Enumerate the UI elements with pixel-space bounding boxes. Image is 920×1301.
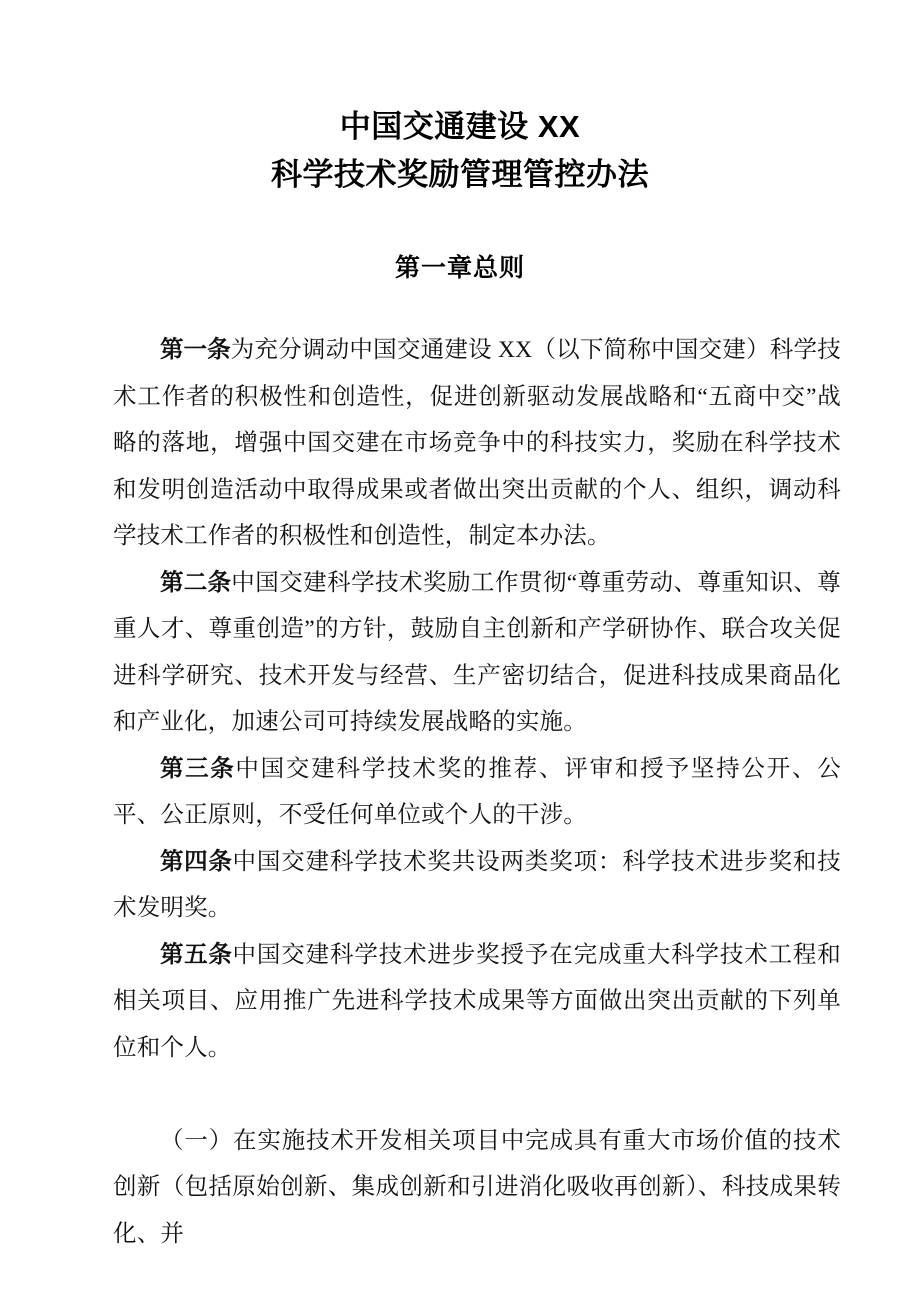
- article-text-1: 为充分调动中国交通建设 XX（以下简称中国交建）科学技术工作者的积极性和创造性，促进创新驱动发展战略和“五商中交”战略的落地，增强中国交建在市场竞争中的科技实力，奖励在科学技术和发明创造活动中取得成果或者做出突出贡献的个人、组织，调动科学技术工作者的积极性和创造性，制定本办法。: [113, 337, 842, 549]
- chapter-heading: 第一章总则: [394, 255, 525, 282]
- article-text-4: 中国交建科学技术奖共设两类奖项：科学技术进步奖和技术发明奖。: [113, 848, 841, 921]
- document-body: [113, 327, 841, 1257]
- article-paragraph-2: [113, 560, 841, 746]
- article-text-2: 中国交建科学技术奖励工作贯彻“尊重劳动、尊重知识、尊重人才、尊重创造”的方针，鼓励自主创新和产学研协作、联合攻关促进科学研究、技术开发与经营、生产密切结合，促进科技成果商品化和产业化，加速公司可持续发展战略的实施。: [113, 569, 841, 735]
- article-label-5: 第五条: [160, 941, 233, 968]
- document-title: [0, 103, 920, 199]
- article-label-2: 第二条: [160, 569, 232, 596]
- article-label-1: 第一条: [160, 337, 231, 363]
- document-title-line-2: 科学技术奖励管理管控办法: [271, 157, 649, 192]
- article-text-3: 中国交建科学技术奖的推荐、评审和授予坚持公开、公平、公正原则，不受任何单位或个人的干涉。: [113, 755, 841, 828]
- article-paragraph-3: [113, 746, 841, 839]
- article-paragraph-4: [113, 839, 841, 932]
- paragraph-spacer: [113, 1071, 841, 1118]
- list-item-label-1: （一）: [160, 1127, 234, 1154]
- article-text-5: 中国交建科学技术进步奖授予在完成重大科学技术工程和相关项目、应用推广先进科学技术成果等方面做出突出贡献的下列单位和个人。: [113, 941, 841, 1061]
- list-item-text-1: 在实施技术开发相关项目中完成具有重大市场价值的技术创新（包括原始创新、集成创新和引进消化吸收再创新）、科技成果转化、并: [113, 1127, 842, 1247]
- article-label-4: 第四条: [160, 848, 233, 875]
- article-paragraph-5: [113, 932, 841, 1072]
- document-title-line-1: 中国交通建设 XX: [339, 109, 581, 144]
- list-item-paragraph-1: [113, 1118, 841, 1258]
- article-paragraph-1: [113, 327, 841, 560]
- article-label-3: 第三条: [160, 755, 236, 782]
